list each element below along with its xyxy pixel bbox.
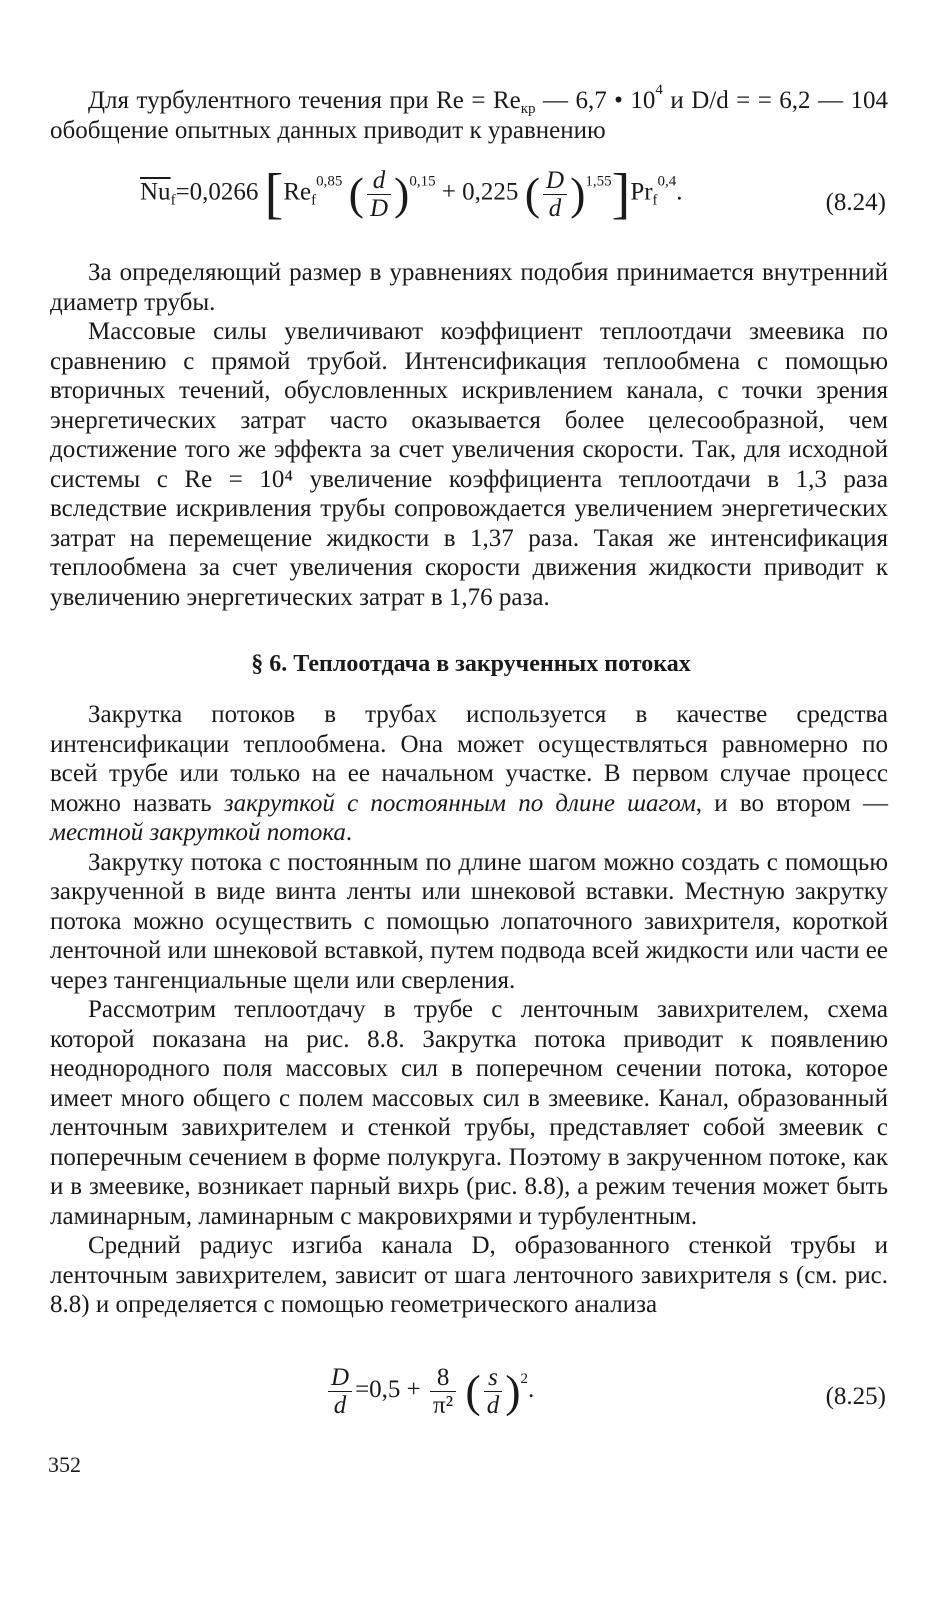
left-paren: ( (465, 1365, 481, 1417)
equation-number-8-25: (8.25) (825, 1383, 886, 1410)
exponent-2: 2 (520, 1371, 529, 1388)
paragraph-swirl (50, 700, 888, 848)
frac-num: D (543, 167, 567, 195)
equation-8-25 (0, 1358, 942, 1438)
equation-mid: =0,5 + (355, 1376, 421, 1404)
pr-exponent: 0,4 (657, 173, 677, 190)
fraction-d-over-D (367, 167, 391, 222)
right-paren: ) (394, 168, 410, 219)
frac-num: D (328, 1364, 352, 1392)
equation-8-24-body (140, 163, 683, 225)
italic-term-constant-pitch: закруткой с постоянным по длине шагом (223, 789, 696, 817)
body-paragraphs-1 (50, 258, 888, 612)
frac-den: d (333, 1392, 347, 1419)
frac-den: d (486, 1392, 500, 1419)
intro-text-2: — 6,7 • 10 (535, 87, 656, 114)
body-paragraphs-2 (50, 700, 888, 1320)
fraction-s-over-d (484, 1364, 503, 1419)
intro-text-3: и D/d = = 6,2 — 104 обобщение опытных данных приводит к уравнению (50, 87, 888, 144)
exponent-155: 1,55 (585, 173, 612, 190)
equation-number-8-24: (8.24) (825, 189, 886, 216)
left-bracket: [ (264, 163, 284, 225)
italic-term-local-swirl: местной закруткой потока (50, 819, 346, 846)
paragraph-size: За определяющий размер в уравнениях подобия принимается внутренний диаметр трубы. (50, 259, 888, 316)
paragraph-mass-forces: Массовые силы увеличивают коэффициент теплоотдачи змеевика по сравнению с прямой трубой. Интенсификация теплообмена с помощью вторичных течений, обусловленных искривлением канала, с точки зрения энергетических затрат часто оказывается более целесообразной, чем достижение того же эффекта за счет увеличения скорости. Так, для исходной системы с Re = 10⁴ увеличение коэффициента теплоотдачи в 1,3 раза вследствие искривления трубы сопровождается увеличением энергетических затрат на перемещение жидкости в 1,37 раза. Такая же интенсификация теплообмена за счет увеличения скорости движения жидкости приводит к увеличению энергетических затрат в 1,76 раза. (50, 318, 888, 611)
subscript-kr: кр (520, 101, 536, 117)
re-exponent: 0,85 (316, 173, 343, 190)
pr-subscript: f (652, 192, 658, 209)
paragraph-ribbon-swirler: Рассмотрим теплоотдачу в трубе с ленточным завихрителем, схема которой показана на рис. 8.8. Закрутка потока приводит к появлению неоднородного поля массовых сил в поперечном сечении потока, которое имеет много общего с полем массовых сил в змеевике. Канал, образованный ленточным завихрителем и стенкой трубы, представляет собой змеевик с поперечным сечением в форме полукруга. Поэтому в закрученном потоке, как и в змеевике, возникает парный вихрь (рис. 8.8), а режим течения может быть ламинарным, ламинарным с макровихрями и турбулентным. (50, 996, 888, 1230)
section-heading: § 6. Теплоотдача в закрученных потоках (251, 651, 691, 677)
frac-den: D (369, 194, 388, 222)
coefficient: =0,0266 (175, 178, 259, 206)
superscript-4: 4 (655, 82, 663, 98)
exponent-015: 0,15 (409, 173, 436, 190)
frac-den: π² (433, 1392, 454, 1419)
frac-num: d (367, 167, 391, 195)
frac-den: d (548, 194, 562, 222)
intro-text-1: Для турбулентного течения при Re = Re (88, 87, 521, 114)
re-subscript: f (311, 192, 317, 209)
swirl-text-2: , и во втором — (695, 789, 888, 817)
nu-symbol: $\overline{Nu}$ (140, 178, 171, 206)
paragraph-swirl-methods: Закрутку потока с постоянным по длине шагом можно создать с помощью закрученной в виде винта ленты или шнековой вставки. Местную закрутку потока можно осуществить с помощью лопаточного завихрителя, короткой ленточной или шнековой вставкой, путем подвода всей жидкости или части ее через тангенциальные щели или сверления. (50, 848, 888, 994)
plus-term: + 0,225 (441, 178, 519, 206)
right-paren: ) (505, 1365, 521, 1417)
period: . (676, 178, 683, 206)
frac-num: 8 (430, 1364, 456, 1392)
page-number: 352 (48, 1452, 81, 1477)
paragraph-bend-radius: Средний радиус изгиба канала D, образованного стенкой трубы и ленточным завихрителем, зависит от шага ленточного завихрителя s (см. рис. 8.8) и определяется с помощью геометрического анализа (50, 1232, 888, 1318)
right-paren-2: ) (570, 168, 586, 219)
fraction-8-over-pi2 (430, 1364, 456, 1419)
period: . (528, 1376, 535, 1404)
left-paren: ( (348, 168, 364, 219)
re-symbol: Re (283, 178, 312, 206)
swirl-text-3: . (345, 819, 353, 846)
left-paren-2: ( (524, 168, 541, 219)
right-bracket: ] (611, 163, 631, 225)
fraction-D-over-d (328, 1364, 352, 1419)
intro-paragraph (50, 82, 888, 145)
equation-8-25-body (325, 1364, 534, 1419)
nu-subscript: f (170, 192, 176, 209)
fraction-D-over-d (543, 167, 567, 222)
pr-symbol: Pr (630, 178, 653, 206)
frac-num: s (484, 1364, 503, 1392)
equation-8-24 (0, 158, 942, 238)
swirl-text-1: Закрутка потоков в трубах используется в качестве средства интенсификации теплообмена. Она может осуществляться равномерно по всей трубе или только на ее начальном участке. В первом случае процесс можно назвать (50, 701, 888, 817)
